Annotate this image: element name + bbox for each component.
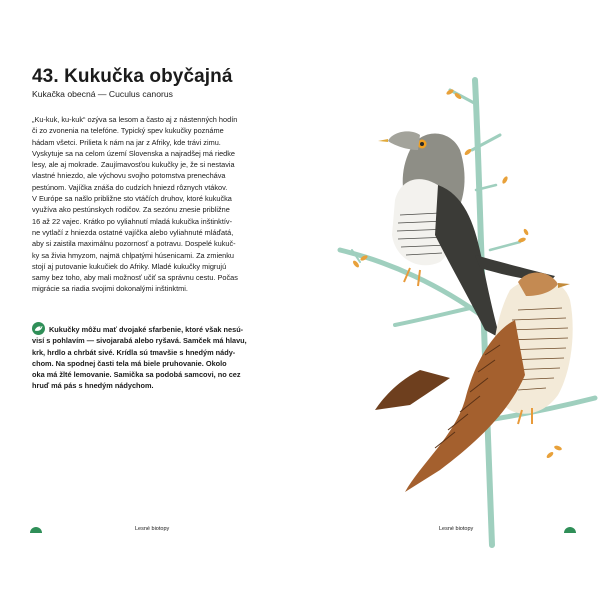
body-text: [32, 114, 268, 295]
coloration-note: [32, 324, 268, 392]
page-title: 43. Kukučka obyčajná: [32, 66, 233, 87]
note-line: chom. Na spodnej časti tela má biele pruhovanie. Okolo: [32, 358, 227, 368]
note-line: Kukučky môžu mať dvojaké sfarbenie, ktoré však nesú-: [49, 325, 244, 334]
body-line: „Ku-kuk, ku-kuk“ ozýva sa lesom a často aj z nástenných hodín: [32, 115, 238, 124]
body-line: migrácie sa riadia svojimi dokonalými inštinktmi.: [32, 284, 188, 294]
footer-marker-icon: [564, 527, 576, 533]
note-line: krk, hrdlo a chrbát sivé. Krídla sú tmavšie s hnedým nády-: [32, 347, 236, 357]
body-line: či zo zvonenia na telefóne. Typický spev kukučky poznáme: [32, 126, 224, 136]
body-line: pestúnom. Vajíčka znáša do cudzích hniezd rôznych vtákov.: [32, 182, 228, 192]
body-line: Vyskytuje sa na celom území Slovenska a najradšej má riedke: [32, 148, 235, 158]
body-line: ne vytlačí z hniezda ostatné vajíčka alebo vyliahnuté mláďatá,: [32, 227, 234, 237]
note-line: hruď má pás s hnedým nádychom.: [32, 381, 154, 391]
body-line: stojí aj putovanie kukučiek do Afriky. Mladé kukučky migrujú: [32, 261, 227, 271]
body-line: samy bez toho, aby mali možnosť učiť sa správnu cestu. Počas: [32, 273, 238, 283]
right-page: [300, 0, 600, 600]
body-line: V Európe sa našlo približne sto vtáčích druhov, ktoré kukučka: [32, 194, 232, 204]
page-subtitle: Kukačka obecná — Cuculus canorus: [32, 89, 173, 99]
body-line: aby si zaistila maximálnu pozornosť a potravu. Dospelé kukuč-: [32, 239, 236, 249]
body-line: hádam všetci. Prilieta k nám na jar z Afriky, kde trávi zimu.: [32, 137, 221, 147]
body-line: využíva ako pestúnskych rodičov. Za sezónu znesie približne: [32, 205, 230, 215]
note-line: oka má žlté lemovanie. Samička sa podobá samcovi, no cez: [32, 370, 241, 380]
cuckoo-illustration: [300, 0, 600, 600]
page-footer: Lesné biotopy: [135, 526, 170, 532]
body-line: vlastné hniezdo, ale výchovu svojho potomstva prenecháva: [32, 171, 226, 181]
body-line: 16 až 22 vajec. Krátko po vyliahnutí mladá kukučka inštinktív-: [32, 216, 233, 226]
footer-marker-icon: [30, 527, 42, 533]
body-line: lesy, ale aj mokrade. Zaujímavosťou kukučky je, že si nestavia: [32, 160, 235, 170]
body-line: ky sa živia hmyzom, najmä chlpatými húsenicami. Za zmienku: [32, 250, 235, 260]
note-line: visí s pohlavím — sivojarabá alebo ryšavá. Samček má hlavu,: [32, 336, 247, 346]
page-footer: Lesné biotopy: [439, 526, 474, 532]
